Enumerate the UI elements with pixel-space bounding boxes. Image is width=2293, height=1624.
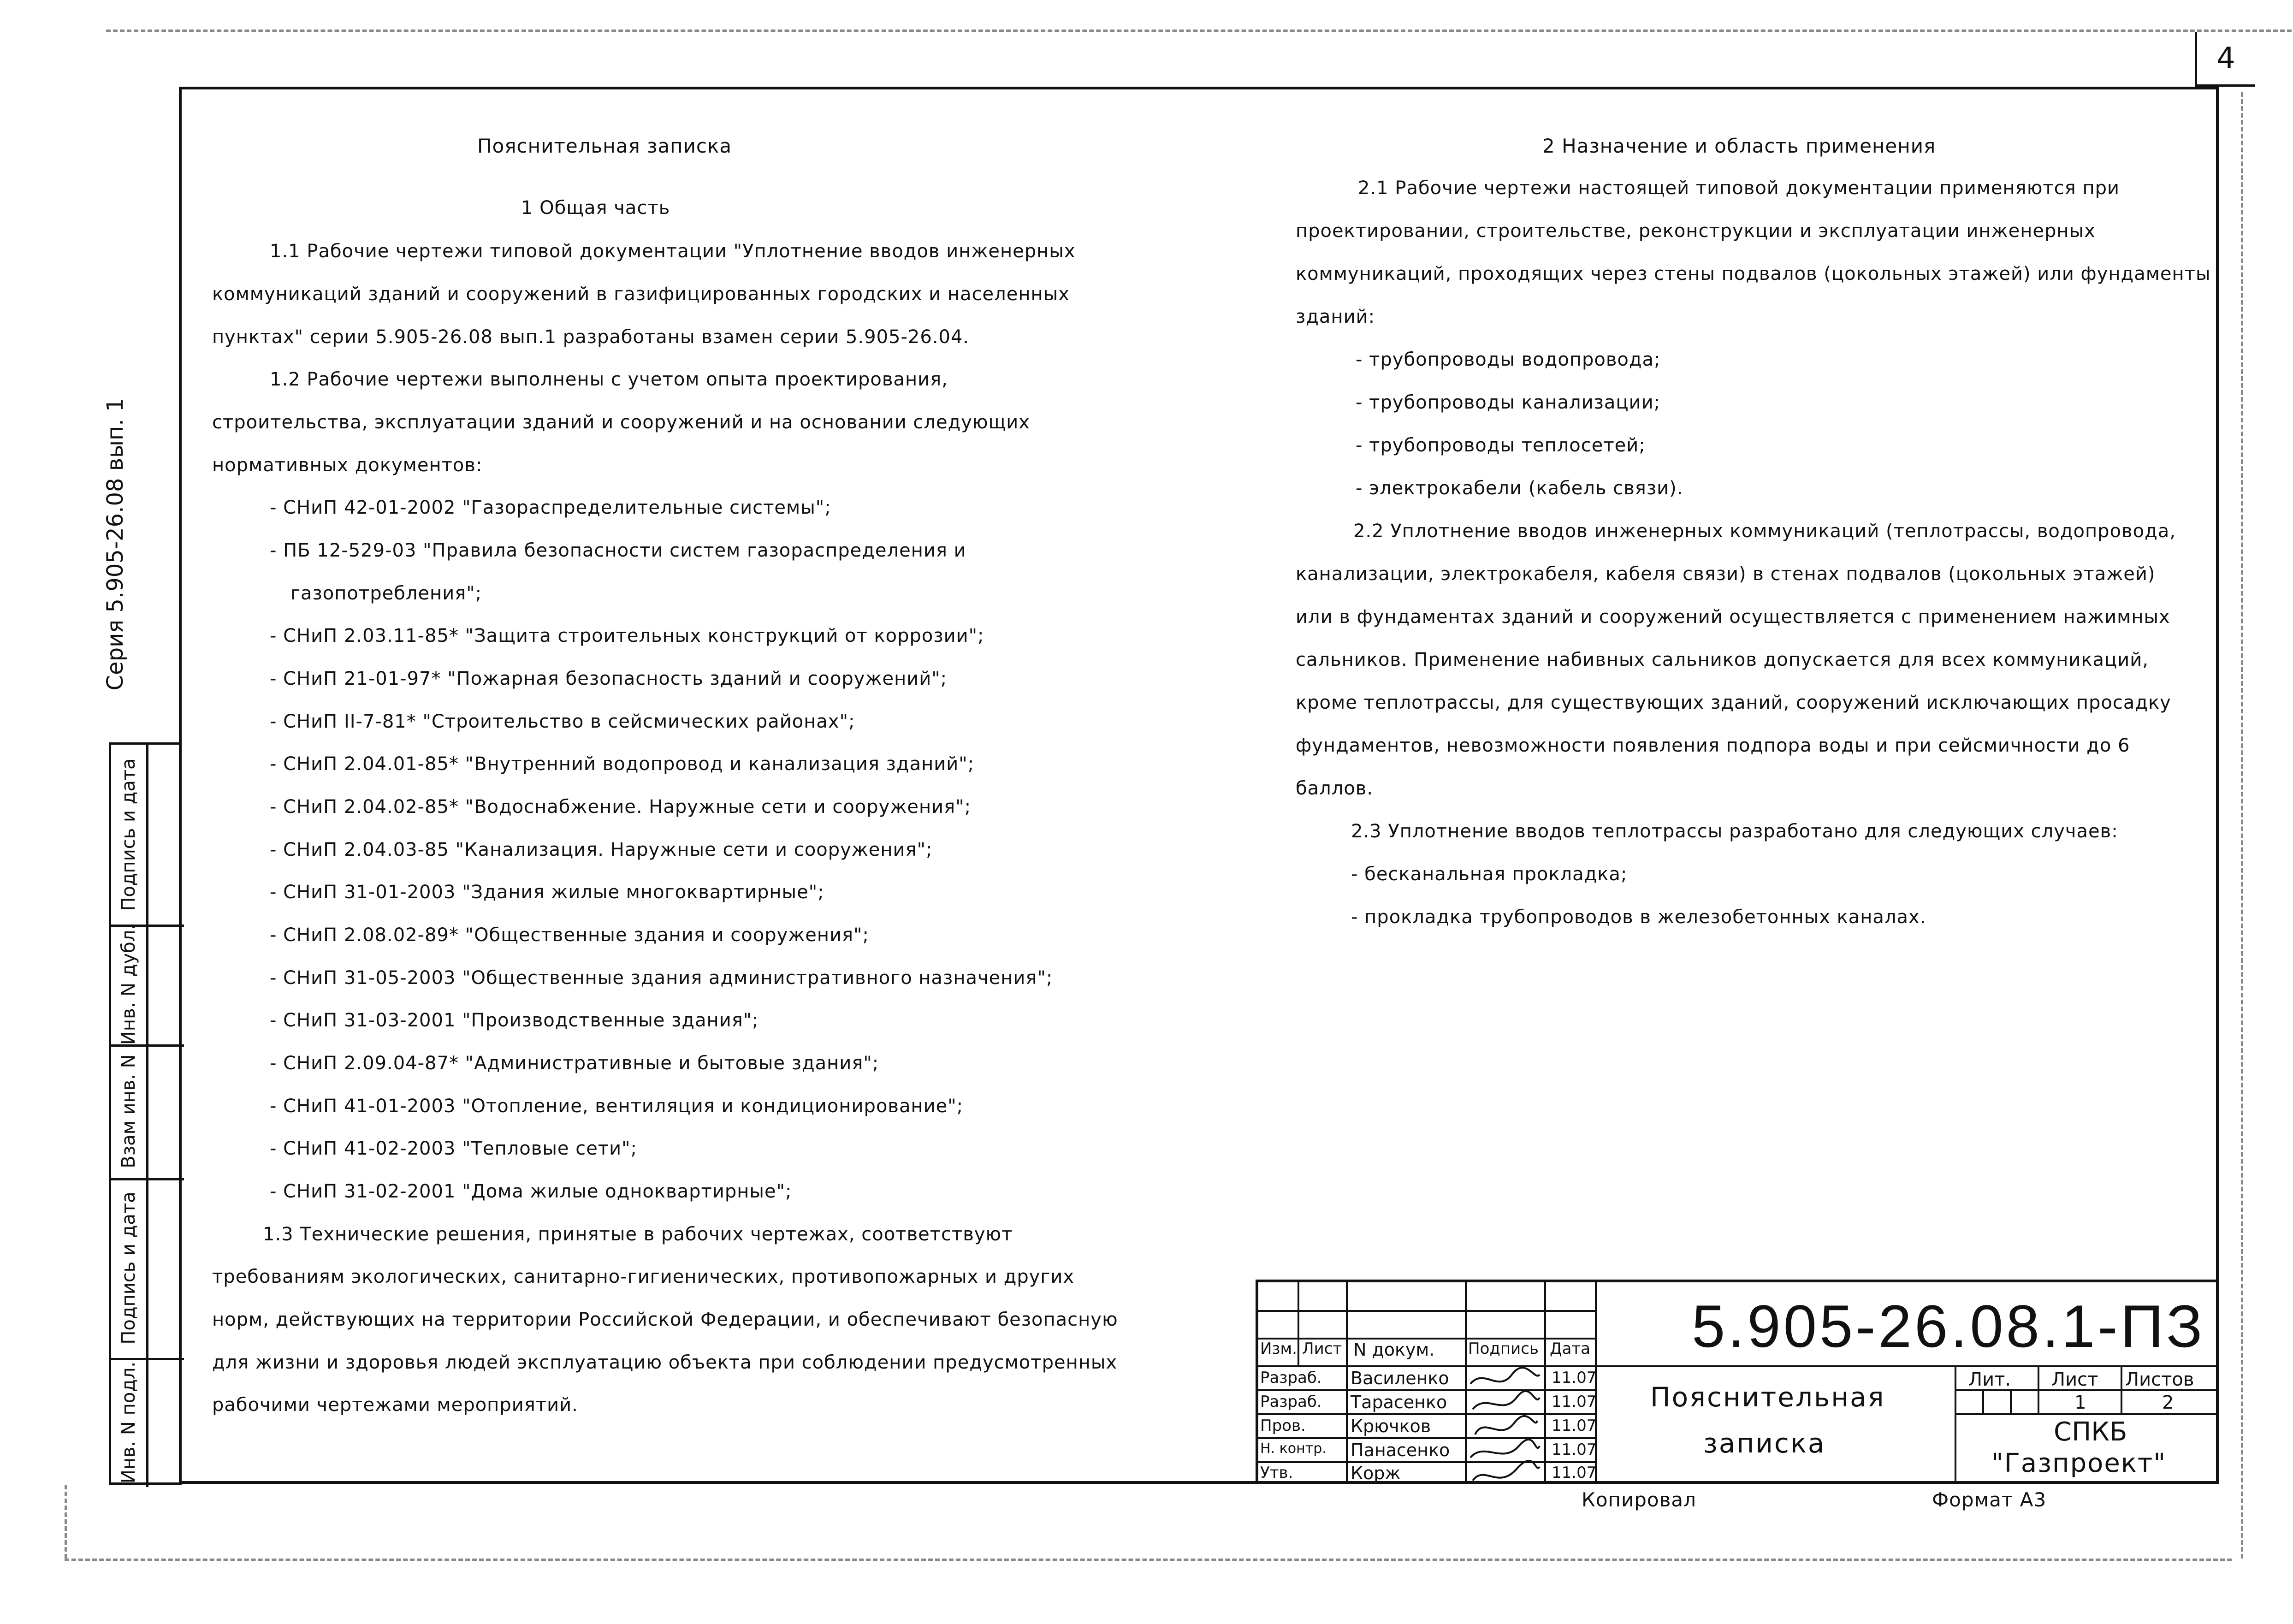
paragraph-line: зданий:	[1296, 306, 1375, 327]
top-border-line	[106, 30, 2292, 32]
doc-list-item: - СНиП 41-02-2003 "Тепловые сети";	[270, 1138, 638, 1159]
stamp-label: Подпись и дата	[118, 1191, 139, 1345]
sheets-value: 2	[2162, 1392, 2174, 1413]
right-border-line	[2241, 92, 2243, 1559]
paragraph-line: пунктах" серии 5.905-26.08 вып.1 разработаны взамен серии 5.905-26.04.	[212, 326, 970, 348]
row-name: Василенко	[1351, 1368, 1449, 1388]
bottom-border-line	[65, 1559, 2232, 1561]
section-heading: 2 Назначение и область применения	[1542, 135, 1936, 157]
grid-line	[1955, 1365, 1956, 1484]
doc-list-item: - СНиП 2.09.04-87* "Административные и бытовые здания";	[270, 1053, 879, 1074]
format-label: Формат А3	[1932, 1488, 2047, 1511]
paragraph-line: или в фундаментах зданий и сооружений осуществляется с применением нажимных	[1296, 606, 2170, 628]
grid-line	[1258, 1310, 1595, 1312]
doc-list-item: - СНиП 2.04.02-85* "Водоснабжение. Наружные сети и сооружения";	[270, 796, 972, 818]
list-item: - трубопроводы канализации;	[1356, 392, 1661, 413]
grid-line	[1258, 1413, 1595, 1415]
doc-list-item: - СНиП 2.04.01-85* "Внутренний водопровод и канализация зданий";	[270, 753, 975, 775]
header-date: Дата	[1550, 1340, 1591, 1358]
paragraph-line: 2.2 Уплотнение вводов инженерных коммуникаций (теплотрассы, водопровода,	[1353, 521, 2176, 542]
paragraph-line: сальников. Применение набивных сальников допускается для всех коммуникаций,	[1296, 649, 2149, 670]
list-item: - бесканальная прокладка;	[1351, 864, 1628, 885]
grid-line	[2121, 1365, 2122, 1413]
copied-label: Копировал	[1582, 1488, 1696, 1511]
grid-line	[1258, 1437, 1595, 1439]
paragraph-line: фундаментов, невозможности появления подпора воды и при сейсмичности до 6	[1296, 735, 2130, 756]
paragraph-line: строительства, эксплуатации зданий и сооружений и на основании следующих	[212, 412, 1030, 433]
row-role: Разраб.	[1260, 1393, 1322, 1411]
page-title: Пояснительная записка	[477, 135, 732, 157]
paragraph-line: нормативных документов:	[212, 455, 483, 476]
stamp-label: Подпись и дата	[118, 758, 139, 911]
sheet-number: 4	[2195, 32, 2255, 87]
doc-list-item: - СНиП 31-05-2003 "Общественные здания административного назначения";	[270, 967, 1053, 989]
list-item: - трубопроводы теплосетей;	[1356, 435, 1646, 456]
header-doc-num: N докум.	[1353, 1340, 1435, 1360]
sheet-label: Лист	[2051, 1369, 2098, 1390]
doc-list-item: - СНиП II-7-81* "Строительство в сейсмических районах";	[270, 711, 855, 732]
paragraph-line: проектировании, строительстве, реконструкции и эксплуатации инженерных	[1296, 220, 2096, 242]
paragraph-line: для жизни и здоровья людей эксплуатацию объекта при соблюдении предусмотренных	[212, 1352, 1118, 1373]
paragraph-line: 2.1 Рабочие чертежи настоящей типовой документации применяются при	[1358, 178, 2120, 199]
stamp-label: Инв. N дубл.	[118, 924, 139, 1045]
grid-line	[2038, 1365, 2039, 1413]
title-block	[1256, 1280, 2219, 1484]
paragraph-line: 2.3 Уплотнение вводов теплотрассы разработано для следующих случаев:	[1351, 821, 2118, 842]
paragraph-line: рабочими чертежами мероприятий.	[212, 1394, 578, 1416]
doc-list-item: - СНиП 31-02-2001 "Дома жилые одноквартирные";	[270, 1181, 792, 1202]
grid-line	[1346, 1282, 1348, 1484]
row-date: 11.07	[1552, 1440, 1597, 1459]
header-izm: Изм.	[1260, 1340, 1297, 1358]
list-item: - прокладка трубопроводов в железобетонных каналах.	[1351, 907, 1926, 928]
doc-list-item: - ПБ 12-529-03 "Правила безопасности систем газораспределения и	[270, 540, 966, 561]
doc-list-item: - СНиП 21-01-97* "Пожарная безопасность зданий и сооружений";	[270, 668, 948, 689]
paragraph-line: 1.3 Технические решения, принятые в рабочих чертежах, соответствуют	[263, 1224, 1013, 1245]
doc-list-item: - СНиП 2.04.03-85 "Канализация. Наружные сети и сооружения";	[270, 839, 933, 860]
doc-list-item: - СНиП 41-01-2003 "Отопление, вентиляция и кондиционирование";	[270, 1096, 964, 1117]
row-date: 11.07	[1552, 1369, 1597, 1387]
document-code: 5.905-26.08.1-ПЗ	[1692, 1292, 2205, 1360]
row-name: Корж	[1351, 1463, 1401, 1483]
row-date: 11.07	[1552, 1393, 1597, 1411]
row-role: Разраб.	[1260, 1369, 1322, 1387]
document-name-line2: записка	[1703, 1428, 1826, 1459]
stamp-label: Взам инв. N	[118, 1054, 139, 1168]
row-role: Пров.	[1260, 1417, 1306, 1435]
grid-line	[1258, 1365, 2219, 1367]
row-date: 11.07	[1552, 1464, 1597, 1482]
header-list: Лист	[1302, 1340, 1342, 1358]
stamp-divider	[146, 745, 148, 1487]
paragraph-line: коммуникаций, проходящих через стены подвалов (цокольных этажей) или фундаменты	[1296, 263, 2211, 284]
paragraph-line: 1.2 Рабочие чертежи выполнены с учетом опыта проектирования,	[270, 369, 948, 390]
row-role: Утв.	[1260, 1464, 1293, 1482]
doc-list-item: - СНиП 2.03.11-85* "Защита строительных конструкций от коррозии";	[270, 625, 984, 646]
grid-line	[2010, 1389, 2012, 1413]
sheets-label: Листов	[2125, 1369, 2194, 1390]
paragraph-line: кроме теплотрассы, для существующих зданий, сооружений исключающих просадку	[1296, 692, 2171, 713]
doc-list-item: - СНиП 31-03-2001 "Производственные здания";	[270, 1010, 759, 1031]
sheet-value: 1	[2074, 1392, 2086, 1413]
list-item: - трубопроводы водопровода;	[1356, 349, 1661, 370]
stamp-row-line	[111, 1178, 184, 1180]
grid-line	[1258, 1389, 1595, 1391]
grid-line	[1298, 1282, 1299, 1365]
organization-line2: "Газпроект"	[1991, 1448, 2167, 1478]
stamp-label: Инв. N подл.	[118, 1361, 139, 1484]
grid-line	[1544, 1282, 1546, 1484]
doc-list-item: - СНиП 42-01-2002 "Газораспределительные системы";	[270, 497, 831, 518]
paragraph-line: требованиям экологических, санитарно-гигиенических, противопожарных и других	[212, 1266, 1075, 1287]
list-item: - электрокабели (кабель связи).	[1356, 478, 1683, 499]
paragraph-line: баллов.	[1296, 778, 1374, 799]
doc-list-item: - СНиП 2.08.02-89* "Общественные здания и сооружения";	[270, 925, 869, 946]
paragraph-line: норм, действующих на территории Российской Федерации, и обеспечивают безопасную	[212, 1309, 1118, 1330]
grid-line	[1955, 1413, 2219, 1415]
header-signature: Подпись	[1468, 1340, 1539, 1358]
doc-list-item: - СНиП 31-01-2003 "Здания жилые многоквартирные";	[270, 882, 824, 903]
row-date: 11.07	[1552, 1417, 1597, 1435]
signature-scribbles	[1466, 1365, 1544, 1484]
left-stamp-column	[109, 742, 182, 1485]
row-name: Тарасенко	[1351, 1392, 1447, 1412]
doc-list-item: газопотребления";	[290, 583, 482, 604]
document-name-line1: Пояснительная	[1650, 1381, 1885, 1413]
row-role: Н. контр.	[1260, 1440, 1327, 1457]
paragraph-line: 1.1 Рабочие чертежи типовой документации "Уплотнение вводов инженерных	[270, 241, 1076, 262]
series-label: Серия 5.905-26.08 вып. 1	[102, 397, 128, 691]
grid-line	[1258, 1461, 1595, 1463]
row-name: Крючков	[1351, 1416, 1431, 1436]
row-name: Панасенко	[1351, 1440, 1450, 1460]
left-border-line	[65, 1485, 67, 1559]
stamp-row-line	[111, 1358, 184, 1360]
section-heading: 1 Общая часть	[521, 197, 670, 219]
paragraph-line: коммуникаций зданий и сооружений в газифицированных городских и населенных	[212, 284, 1070, 305]
grid-line	[1982, 1389, 1984, 1413]
lit-label: Лит.	[1968, 1369, 2011, 1390]
paragraph-line: канализации, электрокабеля, кабеля связи) в стенах подвалов (цокольных этажей)	[1296, 563, 2156, 585]
organization-line1: СПКБ	[2054, 1417, 2127, 1447]
